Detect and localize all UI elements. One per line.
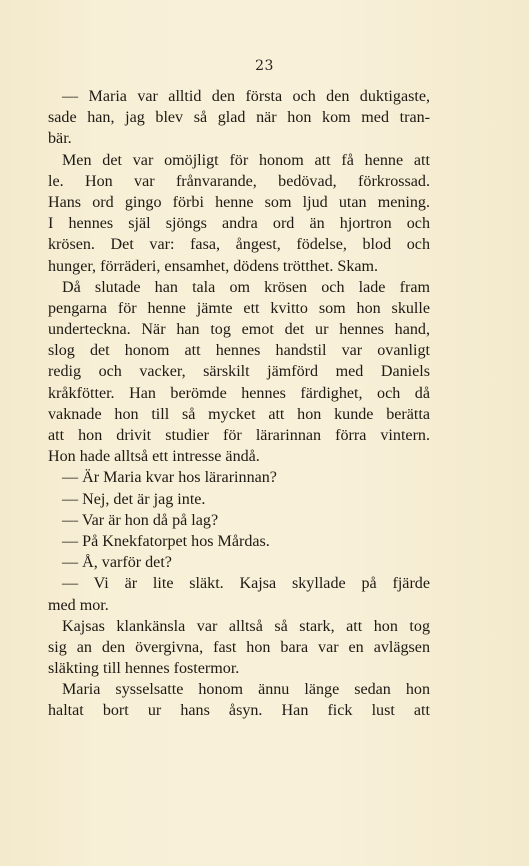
text-line: slog det honom att hennes handstil var ovanligt xyxy=(48,342,430,360)
text-line: Men det var omöjligt för honom att få henne att xyxy=(62,151,430,169)
text-line: — Var är hon då på lag? xyxy=(62,511,219,529)
text-line: redig och vacker, särskilt jämförd med Daniels xyxy=(48,363,430,381)
text-line: — På Knekfatorpet hos Mårdas. xyxy=(62,532,270,550)
text-line: Hon hade alltså ett intresse ändå. xyxy=(48,448,260,466)
text-line: — Å, varför det? xyxy=(62,554,172,572)
text-line: vaknade hon till så mycket att hon kunde berätta xyxy=(48,405,430,423)
body-text xyxy=(48,86,430,722)
text-line: bär. xyxy=(48,130,72,148)
text-line: att hon drivit studier för lärarinnan förra vintern. xyxy=(48,427,430,444)
text-line: — Nej, det är jag inte. xyxy=(62,490,206,508)
text-line: sade han, jag blev så glad när hon kom med tran- xyxy=(48,109,430,127)
text-line: I hennes själ sjöngs andra ord än hjortron och xyxy=(48,215,430,233)
text-line: — Är Maria kvar hos lärarinnan? xyxy=(62,469,277,487)
text-line: Hans ord gingo förbi henne som ljud utan mening. xyxy=(48,193,430,211)
text-line: krösen. Det var: fasa, ångest, födelse, blod och xyxy=(48,236,430,254)
text-line: Maria sysselsatte honom ännu länge sedan hon xyxy=(62,681,430,699)
text-line: pengarna för henne jämte ett kvitto som hon skulle xyxy=(48,299,430,317)
text-line: haltat bort ur hans åsyn. Han fick lust att xyxy=(48,702,430,720)
text-line: med mor. xyxy=(48,596,109,614)
text-line: le. Hon var frånvarande, bedövad, förkrossad. xyxy=(48,172,430,190)
text-line: kråkfötter. Han berömde hennes färdighet, och då xyxy=(48,384,430,402)
text-line: sig an den övergivna, fast hon bara var en avlägsen xyxy=(48,638,430,656)
text-line: släkting till hennes fostermor. xyxy=(48,660,240,678)
text-line: — Maria var alltid den första och den duktigaste, xyxy=(62,88,430,105)
text-line: Då slutade han tala om krösen och lade fram xyxy=(62,278,430,296)
text-line: Kajsas klankänsla var alltså så stark, att hon tog xyxy=(62,617,430,635)
text-line: hunger, förräderi, ensamhet, dödens trötthet. Skam. xyxy=(48,257,379,275)
page-number: 23 xyxy=(255,58,274,74)
text-line: — Vi är lite släkt. Kajsa skyllade på fjärde xyxy=(62,575,430,593)
text-line: underteckna. När han tog emot det ur hennes hand, xyxy=(48,321,430,339)
